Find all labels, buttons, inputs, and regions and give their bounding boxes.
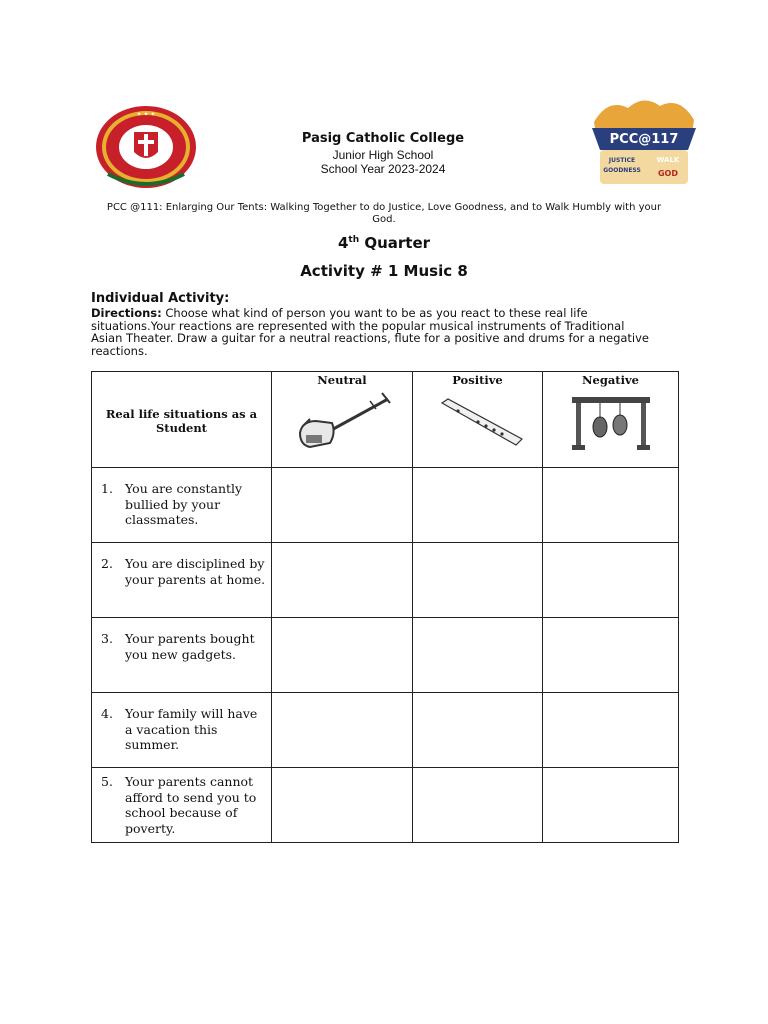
svg-text:PCC@117: PCC@117 xyxy=(609,132,679,147)
svg-text:JUSTICE: JUSTICE xyxy=(608,157,636,164)
situation-text: You are constantly bullied by your classmates. xyxy=(125,481,243,527)
activity-title: Activity # 1 Music 8 xyxy=(300,262,468,280)
quarter-number: 4 xyxy=(337,234,349,252)
negative-answer-cell[interactable] xyxy=(543,768,679,843)
negative-header: Negative xyxy=(581,373,639,387)
anniversary-logo xyxy=(588,94,700,190)
row-number: 5. xyxy=(101,774,113,789)
theme-line: PCC @111: Enlarging Our Tents: Walking Together to do Justice, Love Goodness, and to Walk Humbly with your God. xyxy=(106,202,662,225)
situation-text: Your parents bought you new gadgets. xyxy=(125,631,255,662)
directions-text: Choose what kind of person you want to be as you react to these real life situations.Your reactions are represented with the popular musical instruments of Traditional Asian Theater. Draw a guitar for a neutral reactions, flute for a positive and drums for a negative reactions. xyxy=(91,306,650,358)
quarter-heading xyxy=(0,234,768,252)
situation-text: Your parents cannot afford to send you to school because of poverty. xyxy=(125,774,257,836)
situation-cell xyxy=(92,768,272,843)
neutral-answer-cell[interactable] xyxy=(272,468,413,543)
department-name: Junior High School xyxy=(332,148,434,162)
quarter-suffix: th xyxy=(348,235,360,245)
gong-drums-icon xyxy=(566,389,656,455)
situation-cell xyxy=(92,543,272,618)
situation-text: You are disciplined by your parents at home. xyxy=(125,556,266,587)
positive-header-cell xyxy=(413,372,543,468)
neutral-answer-cell[interactable] xyxy=(272,618,413,693)
svg-text:WALK: WALK xyxy=(656,156,680,164)
neutral-answer-cell[interactable] xyxy=(272,693,413,768)
situation-cell xyxy=(92,693,272,768)
situation-cell xyxy=(92,468,272,543)
negative-answer-cell[interactable] xyxy=(543,543,679,618)
activity-table xyxy=(91,371,679,843)
flute-icon xyxy=(428,389,528,455)
neutral-header-cell xyxy=(272,372,413,468)
row-number: 2. xyxy=(101,556,113,571)
positive-answer-cell[interactable] xyxy=(413,618,543,693)
positive-answer-cell[interactable] xyxy=(413,543,543,618)
positive-answer-cell[interactable] xyxy=(413,468,543,543)
situations-header: Real life situations as a Student xyxy=(105,407,258,435)
table-row xyxy=(92,468,679,543)
directions-paragraph xyxy=(91,307,651,357)
situations-header-cell xyxy=(92,372,272,468)
situation-text: Your family will have a vacation this summer. xyxy=(125,706,258,752)
school-name: Pasig Catholic College xyxy=(301,131,465,146)
neutral-answer-cell[interactable] xyxy=(272,768,413,843)
negative-answer-cell[interactable] xyxy=(543,618,679,693)
guitar-icon xyxy=(286,389,398,455)
negative-answer-cell[interactable] xyxy=(543,693,679,768)
positive-header: Positive xyxy=(452,373,503,387)
svg-text:GOD: GOD xyxy=(657,169,679,178)
situation-cell xyxy=(92,618,272,693)
table-row xyxy=(92,543,679,618)
table-row xyxy=(92,768,679,843)
row-number: 4. xyxy=(101,706,113,721)
row-number: 3. xyxy=(101,631,113,646)
school-seal-logo xyxy=(94,104,198,190)
neutral-header: Neutral xyxy=(317,373,367,387)
row-number: 1. xyxy=(101,481,113,496)
neutral-answer-cell[interactable] xyxy=(272,543,413,618)
positive-answer-cell[interactable] xyxy=(413,768,543,843)
school-year: School Year 2023-2024 xyxy=(320,162,446,176)
directions-label: Directions: xyxy=(91,306,162,320)
quarter-word: Quarter xyxy=(364,234,431,252)
svg-text:GOODNESS: GOODNESS xyxy=(603,167,641,174)
table-row xyxy=(92,618,679,693)
table-header-row xyxy=(92,372,679,468)
negative-header-cell xyxy=(543,372,679,468)
negative-answer-cell[interactable] xyxy=(543,468,679,543)
individual-activity-heading: Individual Activity: xyxy=(91,291,230,306)
table-row xyxy=(92,693,679,768)
positive-answer-cell[interactable] xyxy=(413,693,543,768)
seal-text: ✦ ✦ ✦ xyxy=(136,111,156,118)
